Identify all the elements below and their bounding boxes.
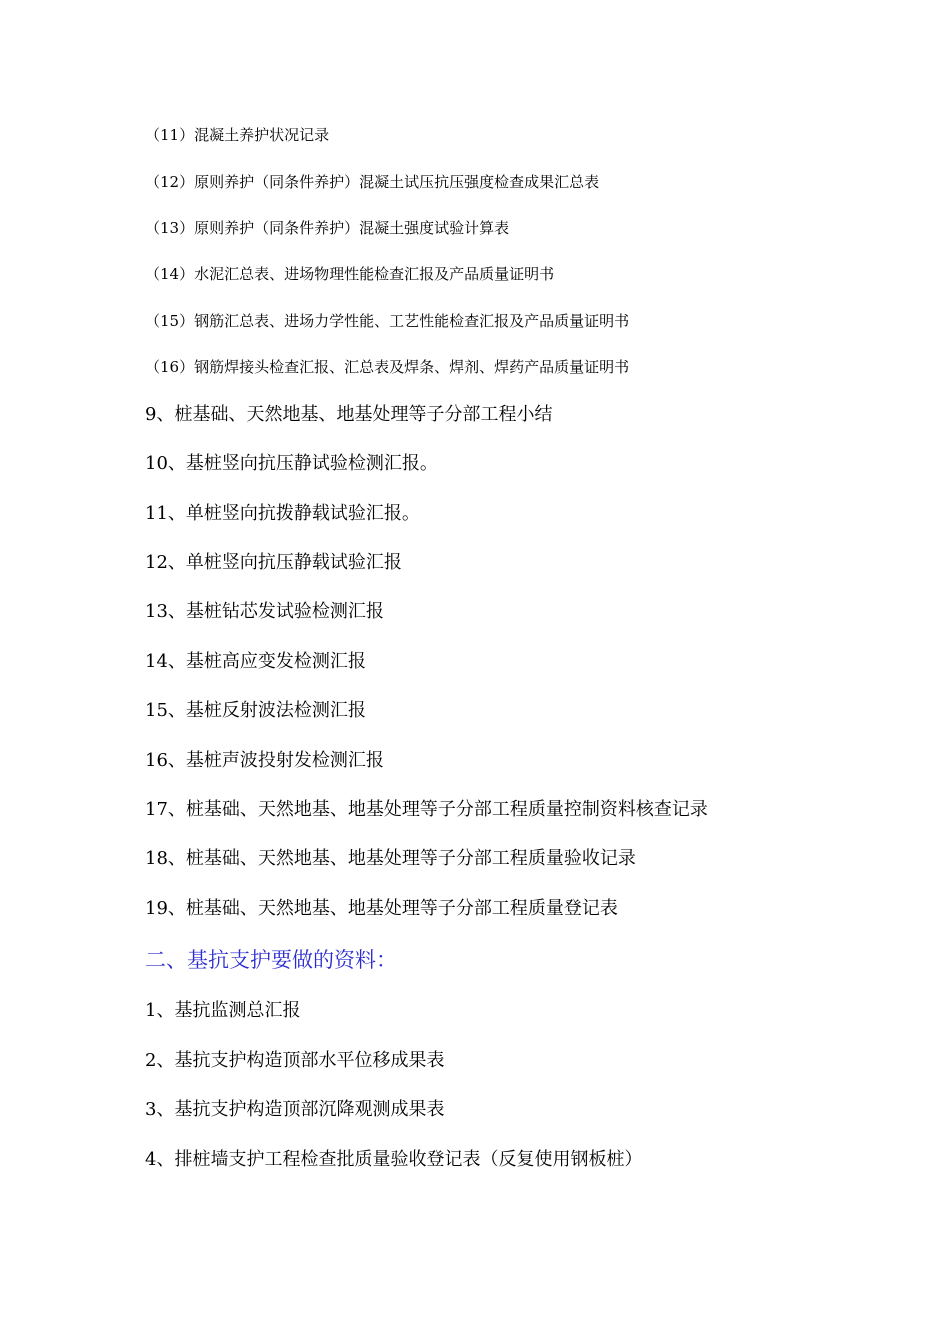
list-item-10: 10、基桩竖向抗压静试验检测汇报。 [145,453,438,474]
list-item-11: 11、单桩竖向抗拨静载试验汇报。 [145,503,420,524]
list-item-s2-4: 4、排桩墙支护工程检查批质量验收登记表（反复使用钢板桩） [145,1149,643,1170]
list-item-15: 15、基桩反射波法检测汇报 [145,700,366,721]
list-item-s2-1: 1、基抗监测总汇报 [145,1000,301,1021]
sub-item-13: （13）原则养护（同条件养护）混凝土强度试验计算表 [145,219,510,237]
list-item-16: 16、基桩声波投射发检测汇报 [145,750,384,771]
list-item-s2-2: 2、基抗支护构造顶部水平位移成果表 [145,1050,445,1071]
list-item-9: 9、桩基础、天然地基、地基处理等子分部工程小结 [145,404,553,425]
sub-item-12: （12）原则养护（同条件养护）混凝土试压抗压强度检查成果汇总表 [145,173,600,191]
list-item-13: 13、基桩钻芯发试验检测汇报 [145,601,384,622]
list-item-18: 18、桩基础、天然地基、地基处理等子分部工程质量验收记录 [145,848,636,869]
list-item-s2-3: 3、基抗支护构造顶部沉降观测成果表 [145,1099,445,1120]
section-heading: 二、基抗支护要做的资料： [145,948,397,972]
sub-item-15: （15）钢筋汇总表、进场力学性能、工艺性能检查汇报及产品质量证明书 [145,312,630,330]
list-item-19: 19、桩基础、天然地基、地基处理等子分部工程质量登记表 [145,898,618,919]
sub-item-14: （14）水泥汇总表、进场物理性能检查汇报及产品质量证明书 [145,265,555,283]
list-item-12: 12、单桩竖向抗压静载试验汇报 [145,552,402,573]
sub-item-16: （16）钢筋焊接头检查汇报、汇总表及焊条、焊剂、焊药产品质量证明书 [145,358,630,376]
list-item-17: 17、桩基础、天然地基、地基处理等子分部工程质量控制资料核查记录 [145,799,708,820]
sub-item-11: （11）混凝土养护状况记录 [145,126,330,144]
list-item-14: 14、基桩高应变发检测汇报 [145,651,366,672]
